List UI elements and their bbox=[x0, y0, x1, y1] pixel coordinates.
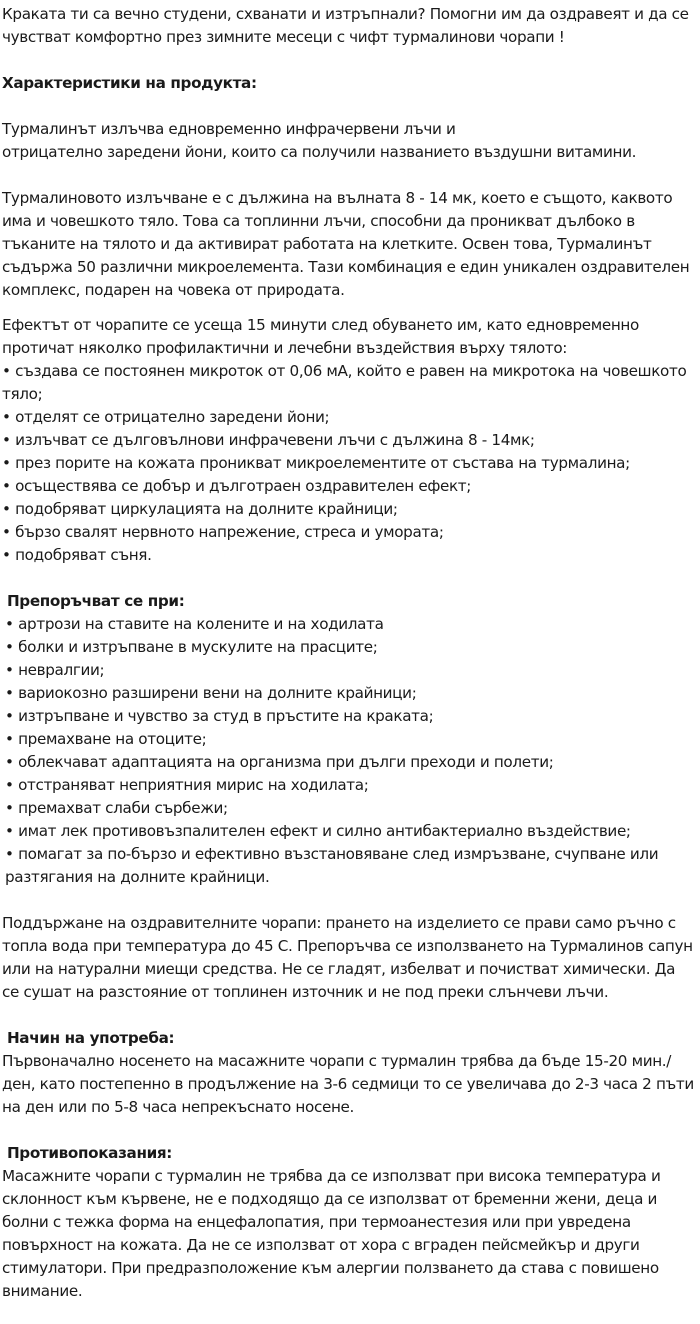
list-item: • изтръпване и чувство за студ в пръстите на краката; bbox=[5, 707, 434, 725]
list-item: • подобряват циркулацията на долните крайници; bbox=[2, 500, 398, 518]
recommended-list bbox=[2, 613, 696, 889]
usage-paragraph: Първоначално носенето на масажните чорапи с турмалин трябва да бъде 15-20 мин./ден, като постепенно в продължение на 3-6 седмици то се увеличава до 2-3 часа 2 пъти на ден или по 5-8 часа непрекъснато носене. bbox=[2, 1052, 699, 1116]
care-paragraph: Поддържане на оздравителните чорапи: прането на изделието се прави само ръчно с топла вода при температура до 45 С. Препоръчва се използването на Турмалинов сапун или на натурални миещи средства. Не се гладят, избелват и почистват химически. Да се сушат на разстояние от топлинен източник и не под преки слънчеви лъчи. bbox=[2, 914, 698, 1001]
spacer bbox=[2, 1119, 696, 1142]
characteristics-paragraph-2: Турмалиновото излъчване е с дължина на вълната 8 - 14 мк, което е същото, каквото има и човешкото тяло. Това са топлинни лъчи, способни да проникват дълбоко в тъканите на тялото и да активират работата на клетките. Освен това, Турмалинът съдържа 50 различни микроелемента. Тази комбинация е един уникален оздравителен комплекс, подарен на човека от природата. bbox=[2, 189, 694, 299]
effects-list bbox=[2, 360, 696, 567]
contraindications-paragraph: Масажните чорапи с турмалин не трябва да се използват при висока температура и склонност към кървене, не е подходящо да се използват от бременни жени, деца и болни с тежка форма на енцефалопатия, при термоанестезия или при увредена повърхност на кожата. Да не се използват от хора с вграден пейсмейкър и други стимулатори. При предразположение към алергии ползването да става с повишено внимание. bbox=[2, 1167, 665, 1300]
spacer bbox=[2, 49, 696, 72]
recommended-heading: Препоръчват се при: bbox=[2, 592, 185, 610]
list-item: • бързо свалят нервното напрежение, стреса и умората; bbox=[2, 523, 444, 541]
list-item: • премахват слаби сърбежи; bbox=[5, 799, 228, 817]
contraindications-heading: Противопоказания: bbox=[2, 1144, 173, 1162]
list-item: • осъществява се добър и дълготраен оздравителен ефект; bbox=[2, 477, 472, 495]
list-item: • имат лек противовъзпалителен ефект и силно антибактериално въздействие; bbox=[5, 822, 631, 840]
spacer bbox=[2, 889, 696, 912]
list-item: • облекчават адаптацията на организма при дълги преходи и полети; bbox=[5, 753, 554, 771]
list-item: • болки и изтръпване в мускулите на прасците; bbox=[5, 638, 378, 656]
spacer bbox=[2, 302, 696, 314]
usage-heading: Начин на употреба: bbox=[2, 1029, 175, 1047]
list-item: • невралгии; bbox=[5, 661, 105, 679]
characteristics-heading: Характеристики на продукта: bbox=[2, 74, 257, 92]
spacer bbox=[2, 1004, 696, 1027]
list-item: • подобряват съня. bbox=[2, 546, 152, 564]
spacer bbox=[2, 164, 696, 187]
spacer bbox=[2, 95, 696, 118]
list-item: • помагат за по-бързо и ефективно възстановяване след измръзване, счупване или разтягания на долните крайници. bbox=[5, 845, 659, 886]
list-item: • през порите на кожата проникват микроелементите от състава на турмалина; bbox=[2, 454, 630, 472]
intro-paragraph: Краката ти са вечно студени, схванати и изтръпнали? Помогни им да оздравеят и да се чувстват комфортно през зимните месеци с чифт турмалинови чорапи ! bbox=[2, 5, 694, 46]
spacer bbox=[2, 567, 696, 590]
list-item: • отстраняват неприятния мирис на ходилата; bbox=[5, 776, 369, 794]
list-item: • отделят се отрицателно заредени йони; bbox=[2, 408, 330, 426]
characteristics-paragraph-1: Турмалинът излъчва едновременно инфрачервени лъчи и отрицателно заредени йони, които са получили названието въздушни витамини. bbox=[2, 120, 637, 161]
list-item: • създава се постоянен микроток от 0,06 мА, който е равен на микротока на човешкото тяло; bbox=[2, 362, 687, 403]
list-item: • излъчват се дълговълнови инфрачевени лъчи с дължина 8 - 14мк; bbox=[2, 431, 535, 449]
list-item: • артрози на ставите на колените и на ходилата bbox=[5, 615, 384, 633]
characteristics-paragraph-3: Ефектът от чорапите се усеща 15 минути след обуването им, като едновременно протичат няколко профилактични и лечебни въздействия върху тялото: bbox=[2, 316, 644, 357]
list-item: • вариокозно разширени вени на долните крайници; bbox=[5, 684, 417, 702]
list-item: • премахване на отоците; bbox=[5, 730, 207, 748]
